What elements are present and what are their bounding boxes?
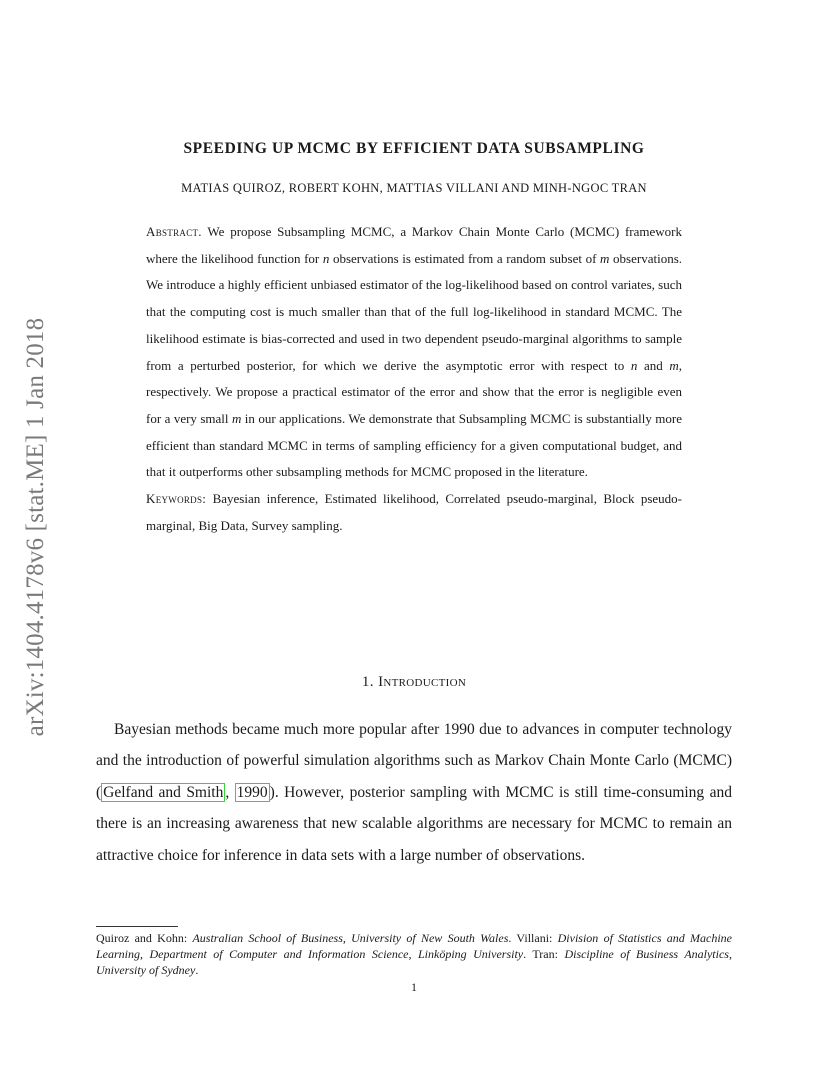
footnote-end: . [195, 963, 199, 977]
footnote-label: Quiroz and Kohn: [96, 931, 193, 945]
footnote-label: . Tran: [523, 947, 565, 961]
math-m: m [669, 357, 679, 373]
keywords-paragraph [146, 486, 682, 539]
intro-text: ). However, posterior sampling with MCMC is still time-consuming and there is an increasing awareness that new scalable algorithms are necessary for MCMC to remain an attractive choice for inference in data sets with a large number of observations. [96, 783, 732, 864]
keywords-text: Bayesian inference, Estimated likelihood, Correlated pseudo-marginal, Block pseudo-marginal, Big Data, Survey sampling. [146, 491, 682, 533]
footnote-affiliation: Australian School of Business, University of New South Wales [192, 931, 509, 945]
footnote-rule [96, 926, 178, 927]
abstract-text: observations. We introduce a highly efficient unbiased estimator of the log-likelihood based on control variates, such that the computing cost is much smaller than that of the full log-likelihood in standard MCMC. The likelihood estimate is bias-corrected and used in two dependent pseudo-marginal algorithms to sample from a perturbed posterior, for which we derive the asymptotic error with respect to [146, 250, 682, 373]
abstract-text: and [637, 357, 670, 373]
abstract-text: observations is estimated from a random subset of [329, 250, 601, 266]
abstract-paragraph [146, 219, 682, 486]
abstract-text: , respectively. We propose a practical estimator of the error and show that the error is negligible even for a very small [146, 357, 682, 426]
abstract-text: We propose Subsampling MCMC, a Markov Chain Monte Carlo (MCMC) framework where the likelihood function for [146, 224, 682, 266]
math-n: n [630, 357, 638, 373]
citation-separator: , [225, 783, 235, 801]
citation-link-year[interactable]: 1990 [236, 783, 268, 801]
abstract-label: Abstract. [146, 224, 202, 239]
footnote [96, 930, 732, 978]
abstract [146, 219, 682, 539]
footnote-affiliation: Division of Statistics and Machine Learning, Department of Computer and Information Science, Linköping University [96, 931, 732, 961]
abstract-text: in our applications. We demonstrate that Subsampling MCMC is substantially more efficient than standard MCMC in terms of sampling efficiency for a given computational budget, and that it outperforms other subsampling methods for MCMC proposed in the literature. [146, 410, 682, 480]
keywords-label: Keywords: [146, 491, 207, 507]
citation-link-authors[interactable]: Gelfand and Smith [103, 783, 224, 801]
arxiv-stamp [16, 0, 56, 1072]
section-number: 1. [361, 674, 374, 690]
math-n: n [322, 250, 330, 266]
math-m: m [231, 410, 242, 426]
math-m: m [600, 250, 610, 266]
paper-title: SPEEDING UP MCMC BY EFFICIENT DATA SUBSAMPLING [183, 140, 645, 157]
arxiv-id: arXiv:1404.4178v6 [stat.ME] 1 Jan 2018 [22, 317, 49, 737]
footnote-affiliation: Discipline of Business Analytics, University of Sydney [96, 947, 732, 977]
intro-text: Bayesian methods became much more popular after 1990 due to advances in computer technology and the introduction of powerful simulation algorithms such as Markov Chain Monte Carlo (MCMC) ( [96, 721, 732, 801]
section-heading [96, 674, 732, 691]
section-title: Introduction [378, 674, 467, 690]
footnote-label: . Villani: [508, 931, 558, 945]
page-number: 1 [411, 980, 417, 994]
paper-authors: MATIAS QUIROZ, ROBERT KOHN, MATTIAS VILLANI AND MINH-NGOC TRAN [181, 181, 647, 195]
intro-paragraph [96, 714, 732, 871]
